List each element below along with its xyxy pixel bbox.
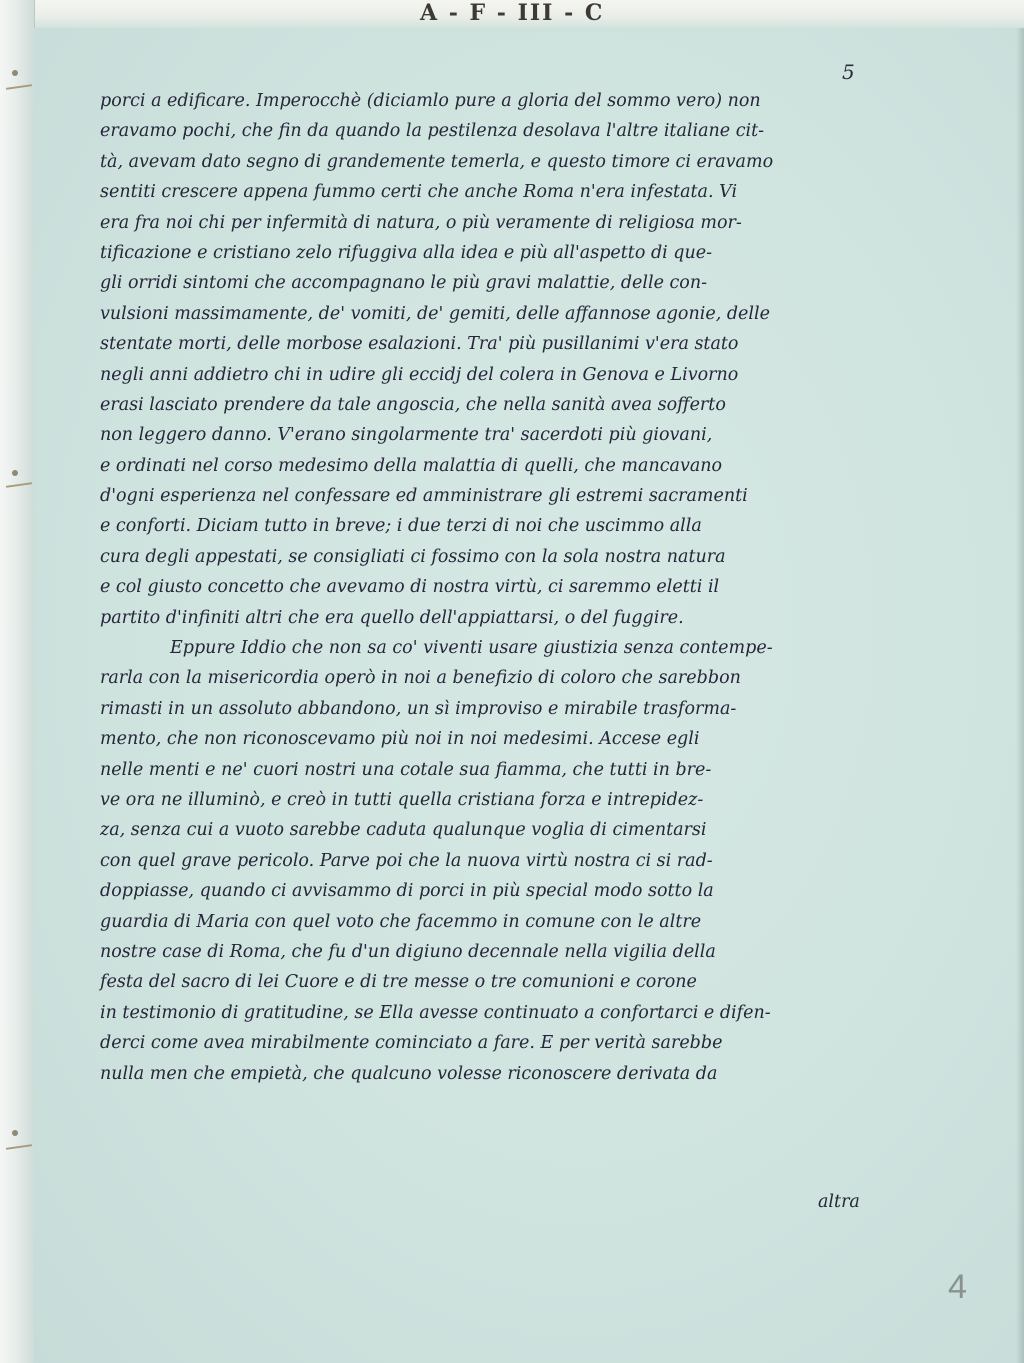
manuscript-line: rarla con la misericordia operò in noi a benefizio di coloro che sarebbon: [100, 668, 741, 689]
manuscript-line: guardia di Maria con quel voto che facemmo in comune con le altre: [100, 911, 702, 932]
manuscript-line: gli orridi sintomi che accompagnano le più gravi malattie, delle con-: [100, 273, 708, 294]
manuscript-line: erasi lasciato prendere da tale angoscia, che nella sanità avea sofferto: [100, 394, 726, 415]
manuscript-line: partito d'infiniti altri che era quello dell'appiattarsi, o del fuggire.: [100, 607, 684, 628]
page-edge-shadow: [1016, 28, 1024, 1363]
manuscript-line: negli anni addietro chi in udire gli eccidj del colera in Genova e Livorno: [100, 364, 739, 385]
manuscript-line: era fra noi chi per infermità di natura, o più veramente di religiosa mor-: [100, 212, 742, 233]
manuscript-line: d'ogni esperienza nel confessare ed amministrare gli estremi sacramenti: [100, 486, 748, 507]
manuscript-line: tificazione e cristiano zelo rifuggiva alla idea e più all'aspetto di que-: [100, 242, 713, 263]
manuscript-line: derci come avea mirabilmente cominciato a fare. E per verità sarebbe: [100, 1033, 723, 1054]
manuscript-line: stentate morti, delle morbose esalazioni. Tra' più pusillanimi v'era stato: [100, 334, 739, 355]
manuscript-line: za, senza cui a vuoto sarebbe caduta qualunque voglia di cimentarsi: [100, 820, 707, 841]
manuscript-line: ve ora ne illuminò, e creò in tutti quella cristiana forza e intrepidez-: [100, 789, 704, 810]
manuscript-line: con quel grave pericolo. Parve poi che la nuova virtù nostra ci si rad-: [100, 850, 713, 871]
binding-hole: [12, 70, 18, 76]
page-number: 5: [842, 60, 855, 84]
pencil-folio-number: 4: [948, 1268, 967, 1306]
binding-hole: [12, 1130, 18, 1136]
manuscript-line: festa del sacro di lei Cuore e di tre messe o tre comunioni e corone: [100, 972, 697, 993]
manuscript-line: porci a edificare. Imperocchè (diciamlo pure a gloria del sommo vero) non: [100, 91, 761, 111]
manuscript-line: nulla men che empietà, che qualcuno volesse riconoscere derivata da: [100, 1063, 718, 1084]
manuscript-line: eravamo pochi, che fin da quando la pestilenza desolava l'altre italiane cit-: [100, 121, 765, 142]
manuscript-line: cura degli appestati, se consigliati ci fossimo con la sola nostra natura: [100, 546, 726, 567]
binding-margin: [0, 0, 35, 1363]
manuscript-line: e ordinati nel corso medesimo della malattia di quelli, che mancavano: [100, 455, 723, 476]
manuscript-line: e col giusto concetto che avevamo di nostra virtù, ci saremmo eletti il: [100, 577, 720, 598]
manuscript-line: vulsioni massimamente, de' vomiti, de' gemiti, delle affannose agonie, delle: [100, 303, 770, 324]
manuscript-line: mento, che non riconoscevamo più noi in noi medesimi. Accese egli: [100, 729, 700, 750]
handwritten-text-block: [100, 86, 880, 1089]
binding-hole: [12, 470, 18, 476]
manuscript-line: nelle menti e ne' cuori nostri una cotale sua fiamma, che tutti in bre-: [100, 759, 712, 780]
manuscript-line: Eppure Iddio che non sa co' viventi usare giustizia senza contempe-: [170, 638, 773, 659]
manuscript-line: e conforti. Diciam tutto in breve; i due terzi di noi che uscimmo alla: [100, 516, 702, 537]
manuscript-line: rimasti in un assoluto abbandono, un sì improviso e mirabile trasforma-: [100, 698, 737, 719]
manuscript-line: nostre case di Roma, che fu d'un digiuno decennale nella vigilia della: [100, 941, 716, 962]
catchword: altra: [818, 1192, 860, 1212]
manuscript-line: in testimonio di gratitudine, se Ella avesse continuato a confortarci e difen-: [100, 1002, 771, 1023]
manuscript-line: non leggero danno. V'erano singolarmente tra' sacerdoti più giovani,: [100, 425, 713, 446]
archive-shelfmark: A - F - III - C: [420, 0, 605, 26]
manuscript-line: sentiti crescere appena fummo certi che anche Roma n'era infestata. Vi: [100, 182, 738, 203]
manuscript-line: doppiasse, quando ci avvisammo di porci in più special modo sotto la: [100, 881, 714, 902]
manuscript-line: tà, avevam dato segno di grandemente temerla, e questo timore ci eravamo: [100, 151, 774, 172]
